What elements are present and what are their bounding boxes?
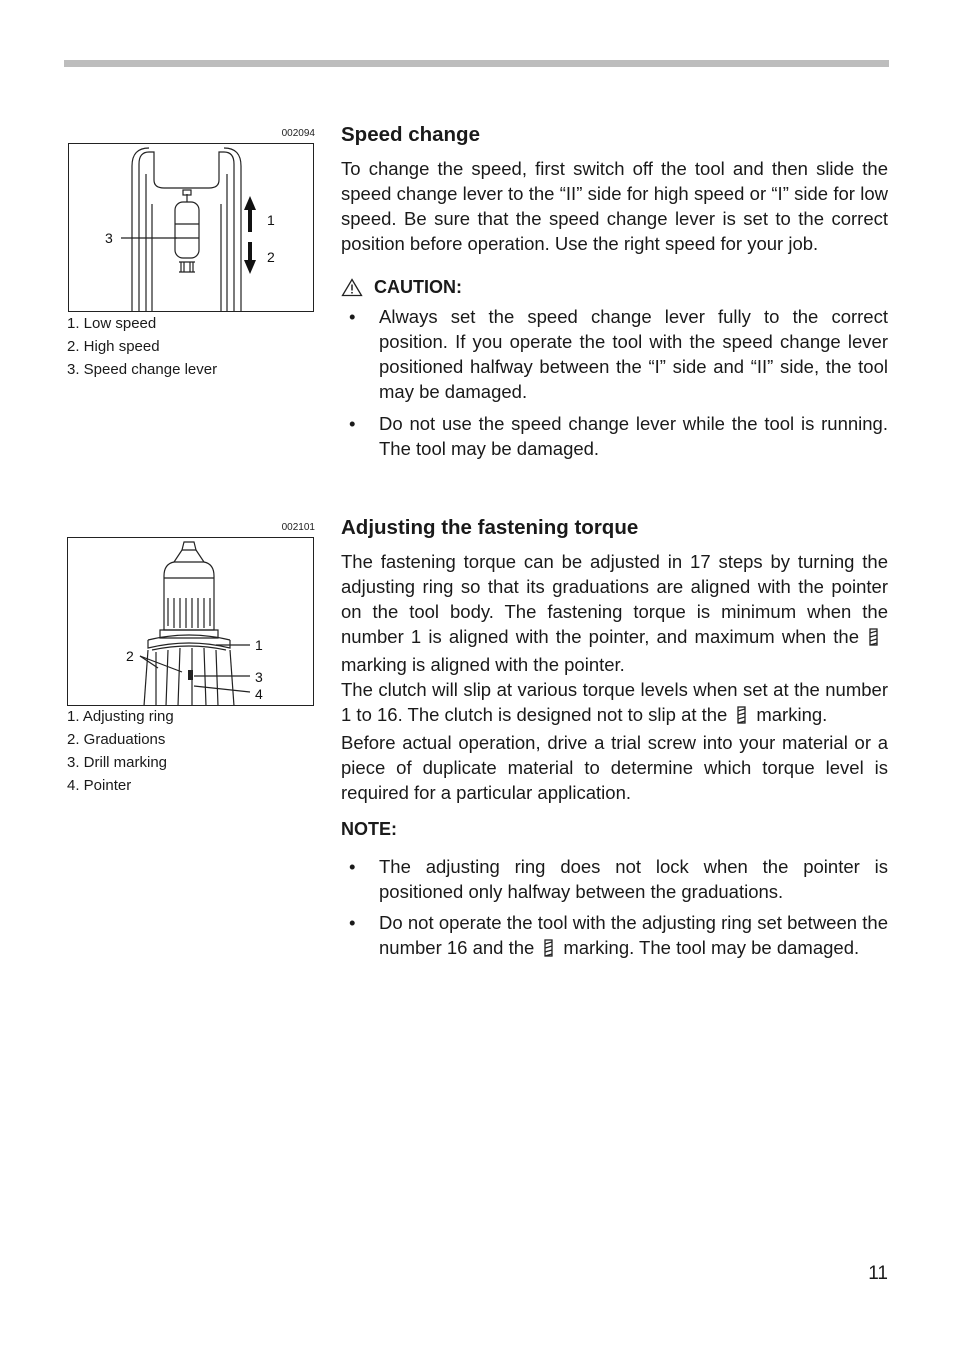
torque-section xyxy=(341,515,888,963)
callout-2: 2 xyxy=(267,249,275,265)
callout-3: 3 xyxy=(105,230,113,246)
torque-legend xyxy=(67,705,174,797)
speed-lever-illustration xyxy=(69,144,314,312)
section-heading: Adjusting the fastening torque xyxy=(341,516,639,539)
bullet-text: Do not use the speed change lever while the tool is running. The tool may be damaged. xyxy=(379,413,888,459)
callout-4: 4 xyxy=(255,686,263,702)
callout-3: 3 xyxy=(255,669,263,685)
speed-change-figure xyxy=(68,143,314,312)
list-item xyxy=(341,854,888,904)
text-span: marking is aligned with the pointer. xyxy=(341,654,625,675)
speed-change-section xyxy=(341,122,888,461)
text-span: The clutch will slip at various torque levels when set at the number 1 to 16. The clutch is designed not to slip at the xyxy=(341,679,888,725)
torque-paragraph-1 xyxy=(341,549,888,677)
bullet: • xyxy=(349,306,356,327)
bullet-text: Do not operate the tool with the adjusting ring set between the number 16 and the xyxy=(379,912,888,958)
figure-code-torque: 002101 xyxy=(281,522,315,533)
list-item xyxy=(341,411,888,461)
bullet: • xyxy=(349,856,356,877)
text-span: The fastening torque can be adjusted in 17 steps by turning the adjusting ring so that its graduations are aligned with the pointer on the tool body. The fastening torque is minimum when the number 1 is aligned with the pointer, and maximum when the xyxy=(341,551,888,647)
drill-bit-icon xyxy=(737,705,746,730)
torque-ring-illustration xyxy=(68,538,314,706)
page-number: 11 xyxy=(868,1263,888,1284)
caution-list xyxy=(341,304,888,461)
speed-change-body: To change the speed, first switch off the tool and then slide the speed change lever to the “II” side for high speed or “I” side for low speed. Be sure that the speed change lever is set to the correct position before operation. Use the right speed for your job. xyxy=(341,158,888,254)
caution-label: CAUTION: xyxy=(374,277,462,297)
bullet-text: Always set the speed change lever fully to the correct position. If you operate the tool with the speed change lever positioned halfway between the “I” side and “II” side, the tool may be damaged. xyxy=(379,306,888,402)
figure-code-speed: 002094 xyxy=(281,128,315,139)
drill-bit-icon xyxy=(544,938,553,963)
legend-item: 3. Speed change lever xyxy=(67,361,218,378)
section-heading: Speed change xyxy=(341,123,480,146)
list-item xyxy=(341,304,888,404)
list-item xyxy=(341,910,888,963)
bullet-text: marking. The tool may be damaged. xyxy=(563,937,860,958)
legend-item: 3. Drill marking xyxy=(67,754,168,771)
bullet: • xyxy=(349,912,356,933)
callout-2: 2 xyxy=(126,648,134,664)
legend-item: 4. Pointer xyxy=(67,777,132,794)
note-heading: NOTE: xyxy=(341,819,397,839)
text-span: marking. xyxy=(756,704,828,725)
callout-1: 1 xyxy=(255,637,263,653)
legend-item: 2. Graduations xyxy=(67,731,166,748)
legend-item: 1. Adjusting ring xyxy=(67,708,174,725)
note-list xyxy=(341,854,888,963)
bullet: • xyxy=(349,413,356,434)
warning-triangle-icon xyxy=(341,278,363,297)
legend-item: 2. High speed xyxy=(67,338,160,355)
torque-paragraph-2 xyxy=(341,677,888,730)
legend-item: 1. Low speed xyxy=(67,315,157,332)
torque-figure xyxy=(67,537,314,706)
speed-change-legend xyxy=(67,312,217,381)
bullet-text: The adjusting ring does not lock when the pointer is positioned only halfway between the graduations. xyxy=(379,856,888,902)
header-rule xyxy=(64,60,889,67)
caution-heading xyxy=(341,275,888,300)
callout-1: 1 xyxy=(267,212,275,228)
torque-paragraph-3: Before actual operation, drive a trial screw into your material or a piece of duplicate material to determine which torque level is required for a particular application. xyxy=(341,732,888,803)
drill-bit-icon xyxy=(869,627,878,652)
